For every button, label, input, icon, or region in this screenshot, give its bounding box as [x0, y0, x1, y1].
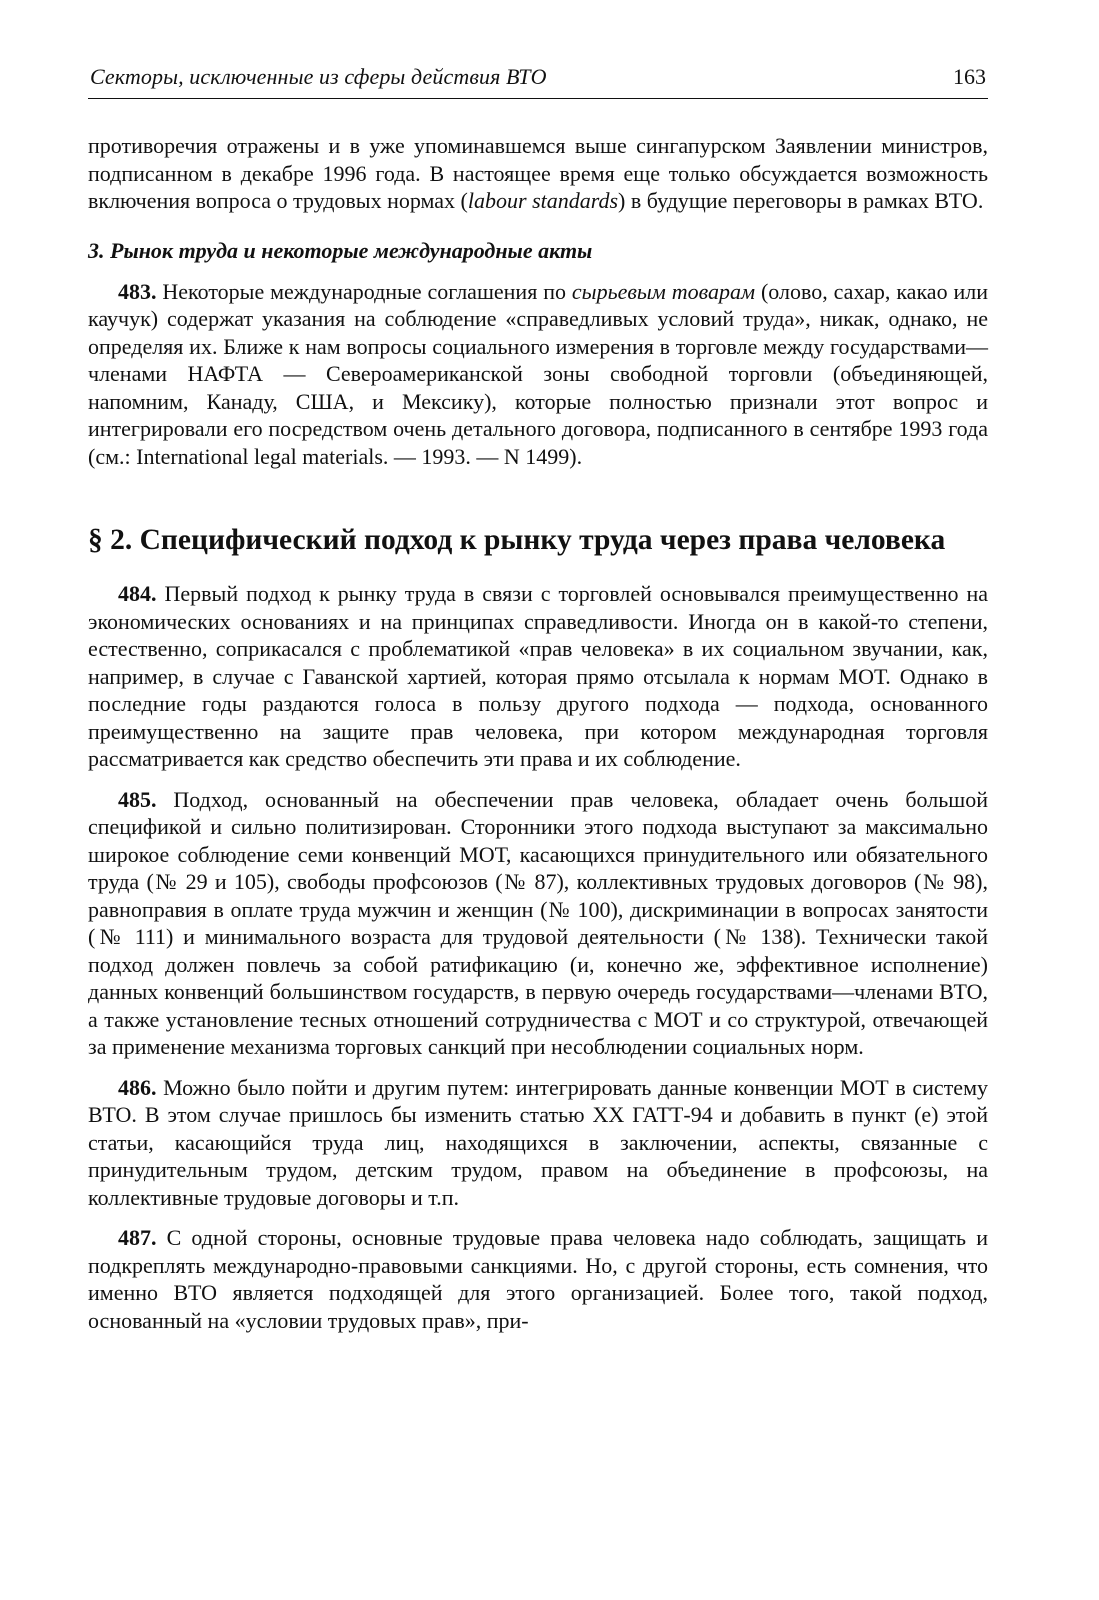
p483-italic-term: сырьевым товарам [571, 278, 756, 304]
paragraph-intro [88, 132, 988, 215]
p486-text: Можно было пойти и другим путем: интегрировать данные конвенции МОТ в систему ВТО. В этом случае пришлось бы изменить статью XX ГАТТ-94 и добавить в пункт (е) этой статьи, касающийся труда лиц, находящихся в заключении, аспекты, связанные с принудительным трудом, детским трудом, правом на объединение в профсоюзы, на коллективные трудовые договоры и т.п. [88, 1074, 988, 1210]
intro-italic-term: labour standards [467, 188, 619, 213]
paragraph-484 [88, 580, 988, 773]
paragraph-number: 486. [118, 1074, 157, 1100]
p485-text: Подход, основанный на обеспечении прав человека, обладает очень большой спецификой и сильно политизирован. Сторонники этого подхода выступают за максимально широкое соблюдение семи конвенций МОТ, касающихся принудительного или обязательного труда (№ 29 и 105), свободы профсоюзов (№ 87), коллективных трудовых договоров (№ 98), равноправия в оплате труда мужчин и женщин (№ 100), дискриминации в вопросах занятости (№ 111) и минимального возраста для трудовой деятельности (№ 138). Технически такой подход должен повлечь за собой ратификацию (и, конечно же, эффективное исполнение) данных конвенций большинством государств, в первую очередь государствами—членами ВТО, а также установление тесных отношений сотрудничества с МОТ и со структурой, отвечающей за применение механизма торговых санкций при несоблюдении социальных норм. [88, 786, 988, 1059]
paragraph-487 [88, 1224, 988, 1334]
paragraph-483 [88, 278, 988, 471]
paragraph-485 [88, 786, 988, 1061]
running-title: Секторы, исключенные из сферы действия ВТО [90, 64, 547, 89]
paragraph-number: 487. [118, 1225, 157, 1250]
p487-text: С одной стороны, основные трудовые права человека надо соблюдать, защищать и подкреплять международно-правовыми санкциями. Но, с другой стороны, есть сомнения, что именно ВТО является подходящей для этого организацией. Более того, такой подход, основанный на «условии трудовых прав», при- [88, 1225, 988, 1333]
paragraph-486 [88, 1074, 988, 1212]
p484-text: Первый подход к рынку труда в связи с торговлей основывался преимущественно на экономических основаниях и на принципах справедливости. Иногда он в какой-то степени, естественно, соприкасался с проблематикой «прав человека» в их социальном звучании, как, например, в случае с Гаванской хартией, которая прямо отсылала к нормам МОТ. Однако в последние годы раздаются голоса в пользу другого подхода — подхода, основанного преимущественно на защите прав человека, при котором международная торговля рассматривается как средство обеспечить эти права и их соблюдение. [88, 581, 988, 771]
p483-text-1: Некоторые международные соглашения по [156, 278, 572, 304]
page-number: 163 [953, 64, 986, 89]
intro-text-1: противоречия отражены и в уже упоминавшемся выше сингапурском Заявлении министров, подписанном в декабре 1996 года. В настоящее время еще только обсуждается возможность включения вопроса о трудовых нормах ( [88, 133, 988, 213]
paragraph-number: 483. [118, 278, 157, 304]
p483-text-2: (олово, сахар, какао или каучук) содержат указания на соблюдение «справедливых условий труда», никак, однако, не определяя их. Ближе к нам вопросы социального измерения в торговле между государствами—членами НАФТА — Североамериканской зоны свободной торговли (объединяющей, напомним, Канаду, США, и Мексику), которые полностью признали этот вопрос и интегрировали его посредством очень детального договора, подписанного в сентябре 1993 года (см.: International legal materials. — 1993. — N 1499). [88, 278, 988, 469]
paragraph-number: 485. [118, 786, 157, 812]
intro-text-2: ) в будущие переговоры в рамках ВТО. [618, 188, 984, 213]
paragraph-number: 484. [118, 581, 157, 606]
body-text [88, 132, 988, 1334]
book-page [88, 0, 988, 1600]
running-header [88, 62, 988, 99]
subsection-heading: 3. Рынок труда и некоторые международные акты [88, 237, 593, 263]
section-heading: § 2. Специфический подход к рынку труда через права человека [88, 524, 946, 556]
